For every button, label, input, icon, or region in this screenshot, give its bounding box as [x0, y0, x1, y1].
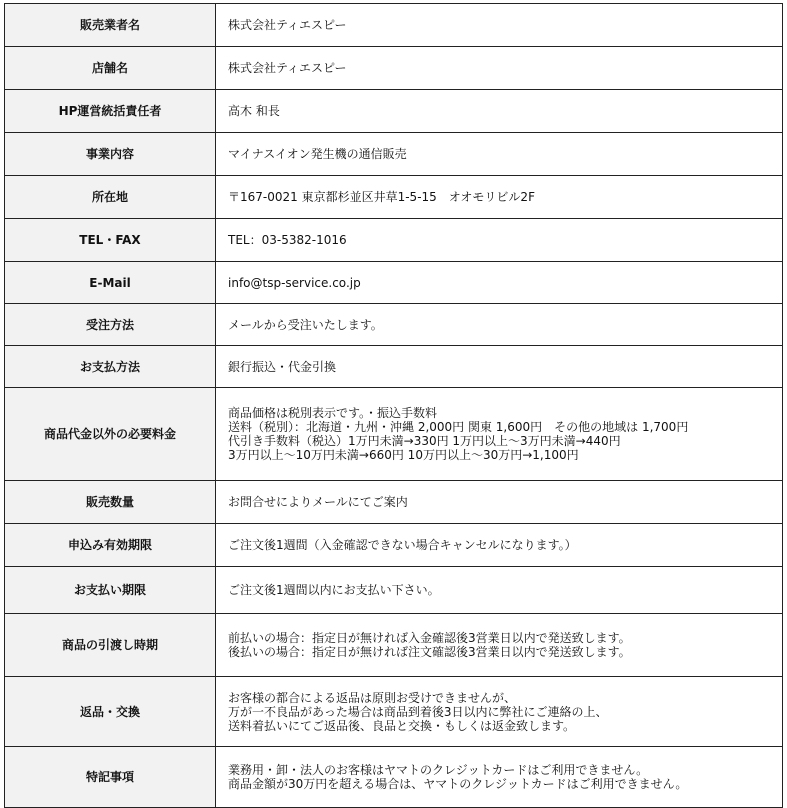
table-row — [5, 262, 783, 304]
row-value-seller-name — [216, 4, 783, 47]
row-label-order-method: 受注方法 — [5, 304, 216, 346]
row-label-sales-quantity: 販売数量 — [5, 481, 216, 524]
table-row — [5, 219, 783, 262]
row-value-delivery-time — [216, 614, 783, 677]
row-label-tel-fax: TEL・FAX — [5, 219, 216, 262]
value-line: 前払いの場合：指定日が無ければ入金確認後3営業日以内で発送致します。 — [228, 631, 631, 645]
value-line: 株式会社ティエスピー — [228, 18, 347, 32]
value-line: 送料着払いにてご返品後、良品と交換・もしくは返金致します。 — [228, 718, 576, 733]
value-line: 〒167-0021 東京都杉並区井草1-5-15 オオモリビル2F — [228, 190, 535, 204]
value-line: 万が一不良品があった場合は商品到着後3日以内に弊社にご連絡の上、 — [228, 704, 608, 719]
value-line: お問合せによりメールにてご案内 — [228, 495, 408, 509]
row-value-business — [216, 133, 783, 176]
row-label-email: E-Mail — [5, 262, 216, 304]
value-line: 送料（税別）：北海道・九州・沖縄 2,000円 関東 1,600円 その他の地域は 1,700円 — [228, 420, 689, 434]
row-label-special-notes: 特記事項 — [5, 747, 216, 808]
row-label-payment-method: お支払方法 — [5, 346, 216, 388]
table-row — [5, 747, 783, 808]
table-row — [5, 47, 783, 90]
row-value-address — [216, 176, 783, 219]
row-value-returns — [216, 677, 783, 747]
value-line: 3万円以上～10万円未満→660円 10万円以上～30万円→1,100円 — [228, 448, 579, 462]
row-label-seller-name: 販売業者名 — [5, 4, 216, 47]
row-label-validity: 申込み有効期限 — [5, 524, 216, 567]
value-line: ご注文後1週間（入金確認できない場合キャンセルになります。） — [228, 538, 577, 552]
row-value-manager — [216, 90, 783, 133]
table-row — [5, 614, 783, 677]
row-value-store-name — [216, 47, 783, 90]
value-line: 株式会社ティエスピー — [228, 61, 347, 75]
table-row — [5, 677, 783, 747]
row-label-manager: HP運営統括責任者 — [5, 90, 216, 133]
company-info-table — [4, 3, 783, 808]
table-row — [5, 346, 783, 388]
value-line: ご注文後1週間以内にお支払い下さい。 — [228, 583, 440, 597]
value-line: 商品金額が30万円を超える場合は、ヤマトのクレジットカードはご利用できません。 — [228, 777, 688, 791]
row-value-payment-method — [216, 346, 783, 388]
table-row — [5, 4, 783, 47]
table-row — [5, 524, 783, 567]
row-value-payment-deadline — [216, 567, 783, 614]
row-label-business: 事業内容 — [5, 133, 216, 176]
value-line: メールから受注いたします。 — [228, 317, 383, 332]
value-line: マイナスイオン発生機の通信販売 — [228, 147, 407, 161]
table-row — [5, 388, 783, 481]
table-row — [5, 133, 783, 176]
row-value-order-method — [216, 304, 783, 346]
row-value-validity — [216, 524, 783, 567]
row-label-address: 所在地 — [5, 176, 216, 219]
value-line: 商品価格は税別表示です。・振込手数料 — [228, 406, 438, 420]
row-label-extra-fees: 商品代金以外の必要料金 — [5, 388, 216, 481]
table-row — [5, 90, 783, 133]
row-value-special-notes — [216, 747, 783, 808]
table-row — [5, 567, 783, 614]
row-label-store-name: 店舗名 — [5, 47, 216, 90]
row-value-tel-fax — [216, 219, 783, 262]
value-line: お客様の都合による返品は原則お受けできませんが、 — [228, 690, 517, 705]
value-line: 銀行振込・代金引換 — [228, 359, 337, 374]
row-value-email — [216, 262, 783, 304]
row-label-payment-deadline: お支払い期限 — [5, 567, 216, 614]
value-line: 代引き手数料（税込）1万円未満→330円 1万円以上～3万円未満→440円 — [228, 434, 621, 448]
row-label-delivery-time: 商品の引渡し時期 — [5, 614, 216, 677]
value-line: info@tsp-service.co.jp — [228, 275, 361, 290]
value-line: 業務用・卸・法人のお客様はヤマトのクレジットカードはご利用できません。 — [228, 763, 649, 777]
table-row — [5, 481, 783, 524]
value-line: 高木 和長 — [228, 104, 280, 118]
table-row — [5, 176, 783, 219]
value-line: 後払いの場合：指定日が無ければ注文確認後3営業日以内で発送致します。 — [228, 645, 631, 659]
row-label-returns: 返品・交換 — [5, 677, 216, 747]
row-value-sales-quantity — [216, 481, 783, 524]
table-row — [5, 304, 783, 346]
row-value-extra-fees — [216, 388, 783, 481]
value-line: TEL：03-5382-1016 — [228, 233, 347, 247]
